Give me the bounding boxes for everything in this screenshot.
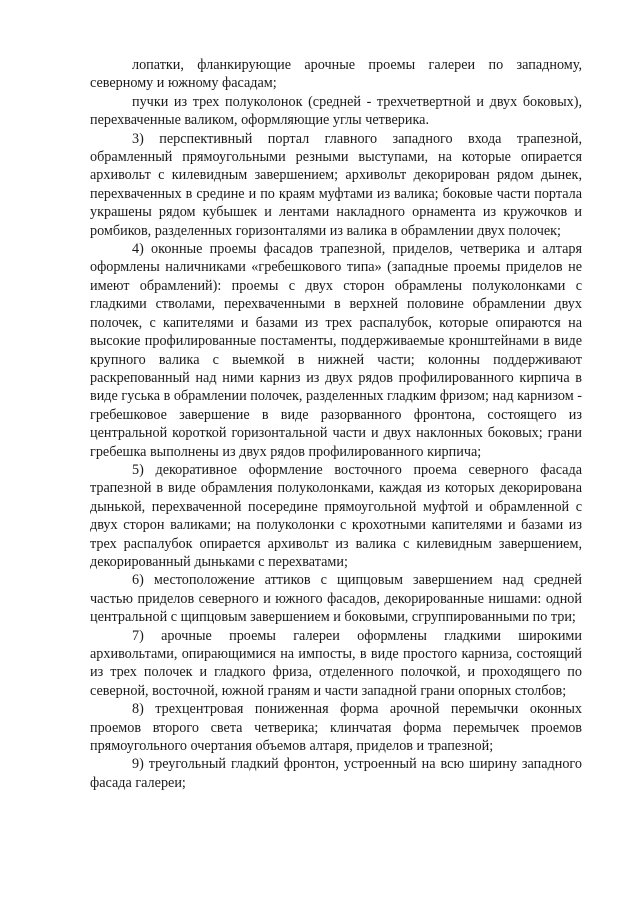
paragraph-pediment: 9) треугольный гладкий фронтон, устроенный на всю ширину западного фасада галереи; [90, 756, 582, 791]
paragraph-window-openings: 4) оконные проемы фасадов трапезной, приделов, четверика и алтаря оформлены наличниками «гребешкового типа» (западные проемы приделов не имеют обрамлений): проемы с двух сторон обрамлены полуколонками с гладкими стволами, перехваченными в верхней половине обрамлении двух полочек, с капителями и базами из трех распалубок, которые опираются на высокие профилированные постаменты, поддерживаемые кронштейнами в виде крупного валика с выемкой в нижней части; колонны поддерживают раскрепованный над ними карниз из двух рядов профилированного кирпича в виде гуська в обрамлении полочек, разделенных гладким фризом; над карнизом - гребешковое завершение в виде разорванного фронтона, состоящего из центральной короткой горизонтальной части и двух наклонных боковых; грани гребешка выполнены из двух рядов профилированного кирпича; [90, 241, 582, 460]
paragraph-column-bundles: пучки из трех полуколонок (средней - трехчетвертной и двух боковых), перехваченные валиком, оформляющие углы четверика. [90, 93, 582, 129]
document-body [90, 56, 582, 792]
paragraph-east-opening: 5) декоративное оформление восточного проема северного фасада трапезной в виде обрамления полуколонками, каждая из которых декорирована дынькой, перехваченной посередине прямоугольной муфтой и обрамленной с двух сторон валиками; на полуколонки с крохотными капителями и базами из трех распалубок опирается архивольт из валика с килевидным завершением, декорированный дыньками с перехватами; [90, 461, 582, 570]
paragraph-pilasters: лопатки, фланкирующие арочные проемы галереи по западному, северному и южному фасадам; [90, 57, 582, 92]
paragraph-attics: 6) местоположение аттиков с щипцовым завершением над средней частью приделов северного и южного фасадов, декорированные нишами: одной центральной с щипцовым завершением и боковыми, сгруппированными по три; [90, 572, 582, 626]
paragraph-lintels: 8) трехцентровая пониженная форма арочной перемычки оконных проемов второго света четверика; клинчатая форма перемычек проемов прямоугольного очертания объемов алтаря, приделов и трапезной; [90, 701, 582, 755]
paragraph-gallery-arches: 7) арочные проемы галереи оформлены гладкими широкими архивольтами, опирающимися на импосты, в виде простого карниза, состоящий из трех полочек и гладкого фриза, отделенного полочкой, и проходящего по северной, восточной, южной граням и части западной грани опорных столбов; [90, 627, 582, 699]
paragraph-portal: 3) перспективный портал главного западного входа трапезной, обрамленный прямоугольными резными выступами, на которые опирается архивольт с килевидным завершением; архивольт декорирован рядом дынек, перехваченных в средине и по краям муфтами из валика; боковые части портала украшены рядом кубышек и лентами накладного орнамента из кружочков и ромбиков, разделенных горизонталями из валика в обрамлении двух полочек; [90, 130, 582, 239]
